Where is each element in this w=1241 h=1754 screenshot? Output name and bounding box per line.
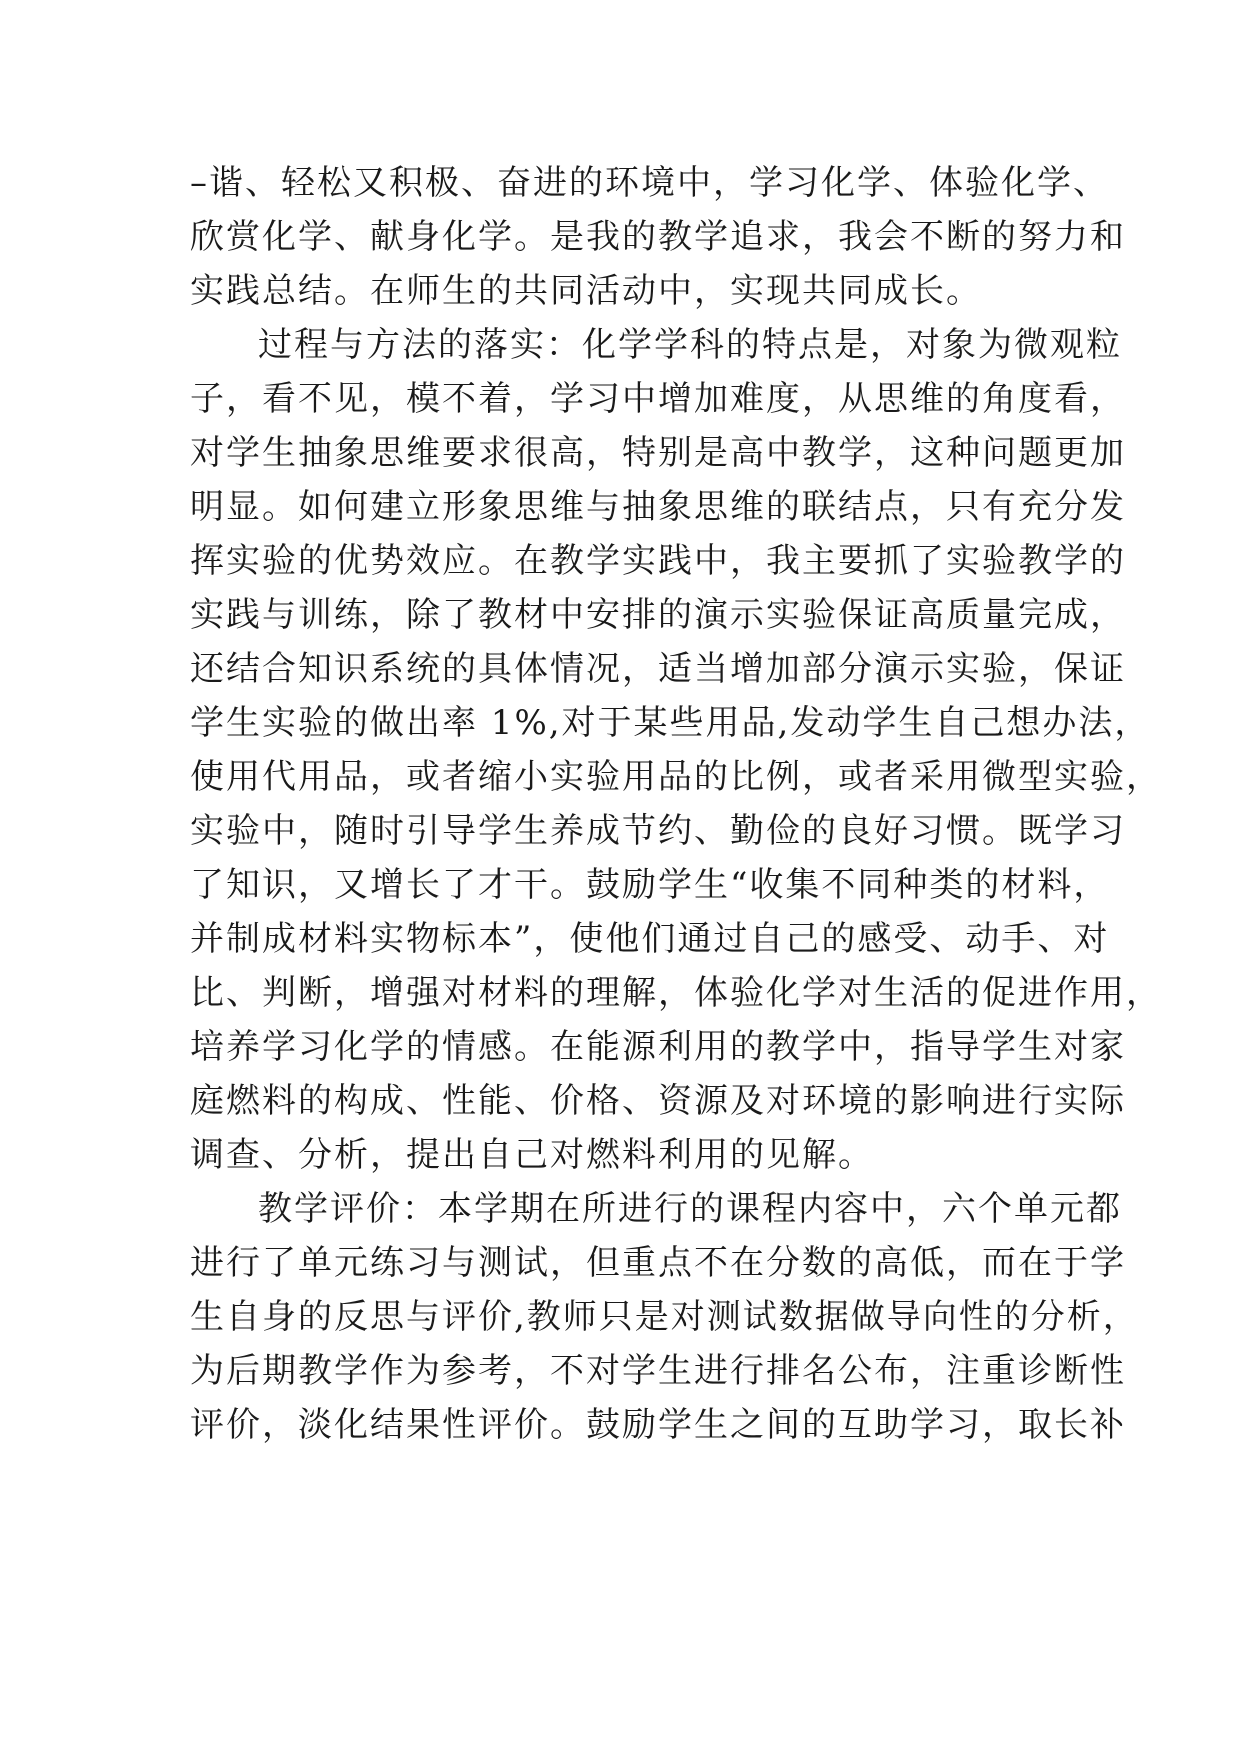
text-line: 实践总结。在师生的共同活动中，实现共同成长。 <box>190 271 982 311</box>
text-line: 挥实验的优势效应。在教学实践中，我主要抓了实验教学的 <box>190 541 1126 581</box>
text-line: 明显。如何建立形象思维与抽象思维的联结点，只有充分发 <box>190 487 1126 527</box>
paragraph-start-line: 教学评价：本学期在所进行的课程内容中，六个单元都 <box>258 1189 1122 1229</box>
text-line: 实践与训练，除了教材中安排的演示实验保证高质量完成， <box>190 595 1126 635</box>
text-line: 庭燃料的构成、性能、价格、资源及对环境的影响进行实际 <box>190 1081 1126 1121</box>
text-line: 为后期教学作为参考，不对学生进行排名公布，注重诊断性 <box>190 1351 1126 1391</box>
text-line: 了知识，又增长了才干。鼓励学生“收集不同种类的材料， <box>190 865 1110 905</box>
text-line: 学生实验的做出率 1%,对于某些用品,发动学生自己想办法， <box>190 703 1151 743</box>
text-line: –谐、轻松又积极、奋进的环境中，学习化学、体验化学、 <box>190 163 1109 203</box>
text-line: 比、判断，增强对材料的理解，体验化学对生活的促进作用， <box>190 973 1162 1013</box>
text-line: 实验中，随时引导学生养成节约、勤俭的良好习惯。既学习 <box>190 811 1126 851</box>
text-line: 调查、分析，提出自己对燃料利用的见解。 <box>190 1135 874 1175</box>
body-text <box>190 156 1162 1452</box>
text-line: 评价，淡化结果性评价。鼓励学生之间的互助学习，取长补 <box>190 1405 1126 1445</box>
text-line: 进行了单元练习与测试，但重点不在分数的高低，而在于学 <box>190 1243 1126 1283</box>
text-line: 子，看不见，模不着，学习中增加难度，从思维的角度看， <box>190 379 1126 419</box>
text-line: 欣赏化学、献身化学。是我的教学追求，我会不断的努力和 <box>190 217 1126 257</box>
text-line: 还结合知识系统的具体情况，适当增加部分演示实验，保证 <box>190 649 1126 689</box>
text-line: 培养学习化学的情感。在能源利用的教学中，指导学生对家 <box>190 1027 1126 1067</box>
text-line: 并制成材料实物标本”，使他们通过自己的感受、动手、对 <box>190 919 1110 959</box>
text-line: 生自身的反思与评价,教师只是对测试数据做导向性的分析， <box>190 1297 1139 1337</box>
text-line: 对学生抽象思维要求很高，特别是高中教学，这种问题更加 <box>190 433 1126 473</box>
text-line: 使用代用品，或者缩小实验用品的比例，或者采用微型实验， <box>190 757 1162 797</box>
paragraph-start-line: 过程与方法的落实：化学学科的特点是，对象为微观粒 <box>258 325 1122 365</box>
